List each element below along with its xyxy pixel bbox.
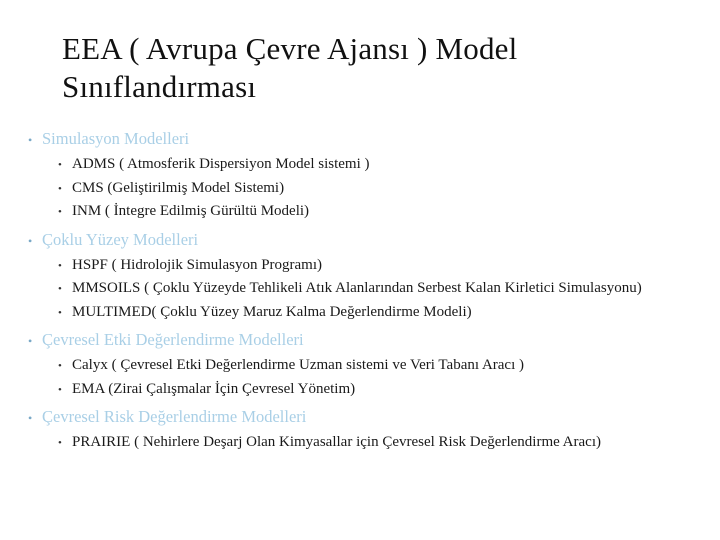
list-item [58,301,678,325]
model-list [28,431,678,455]
section-heading [28,127,678,152]
list-item-text: PRAIRIE ( Nehirlere Deşarj Olan Kimyasallar için Çevresel Risk Değerlendirme Aracı) [72,434,601,450]
list-item-text: CMS (Geliştirilmiş Model Sistemi) [72,179,285,196]
section-heading-text: Simulasyon Modelleri [42,129,190,148]
bullet-icon: • [58,259,62,272]
bullet-icon: • [58,360,62,372]
list-item-text: EMA (Zirai Çalışmalar İçin Çevresel Yönetim) [72,380,356,397]
bullet-icon: • [58,437,62,449]
section-heading [28,405,678,430]
list-item [58,354,678,378]
bullet-icon: • [58,306,62,319]
list-item-text: HSPF ( Hidrolojik Simulasyon Programı) [72,256,323,273]
list-item [58,277,678,301]
list-item-text: ADMS ( Atmosferik Dispersiyon Model sistemi ) [72,156,370,172]
section-heading [28,328,678,353]
bullet-icon: • [28,233,33,248]
section-heading-text: Çevresel Risk Değerlendirme Modelleri [42,407,307,426]
list-item-text: MMSOILS ( Çoklu Yüzeyde Tehlikeli Atık Alanlarından Serbest Kalan Kirletici Simulasyonu) [72,280,642,296]
section-simulasyon [28,127,678,224]
bullet-icon: • [58,182,62,195]
bullet-icon: • [58,283,62,295]
section-heading [28,228,678,253]
list-item-text: MULTIMED( Çoklu Yüzey Maruz Kalma Değerlendirme Modeli) [72,303,472,320]
section-cevresel-etki [28,328,678,401]
section-heading-text: Çoklu Yüzey Modelleri [42,229,199,249]
model-list [28,354,678,401]
section-coklu-yuzey [28,228,678,325]
list-item [58,153,678,177]
list-item-text: INM ( İntegre Edilmiş Gürültü Modeli) [72,203,310,219]
list-item [58,254,678,278]
list-item [58,431,678,455]
bullet-icon: • [28,411,33,425]
list-item-text: Calyx ( Çevresel Etki Değerlendirme Uzman sistemi ve Veri Tabanı Aracı ) [72,357,525,373]
bullet-icon: • [58,159,62,171]
list-item [58,378,678,402]
slide-title: EEA ( Avrupa Çevre Ajansı ) Model Sınıflandırması [62,31,518,104]
model-list [28,254,678,325]
bullet-icon: • [58,383,62,396]
bullet-icon: • [28,334,33,348]
list-item [58,200,678,224]
section-heading-text: Çevresel Etki Değerlendirme Modelleri [42,330,304,349]
model-list [28,153,678,224]
bullet-icon: • [28,133,33,147]
slide-content [28,127,678,459]
section-cevresel-risk [28,405,678,455]
list-item [58,177,678,201]
bullet-icon: • [58,206,62,218]
